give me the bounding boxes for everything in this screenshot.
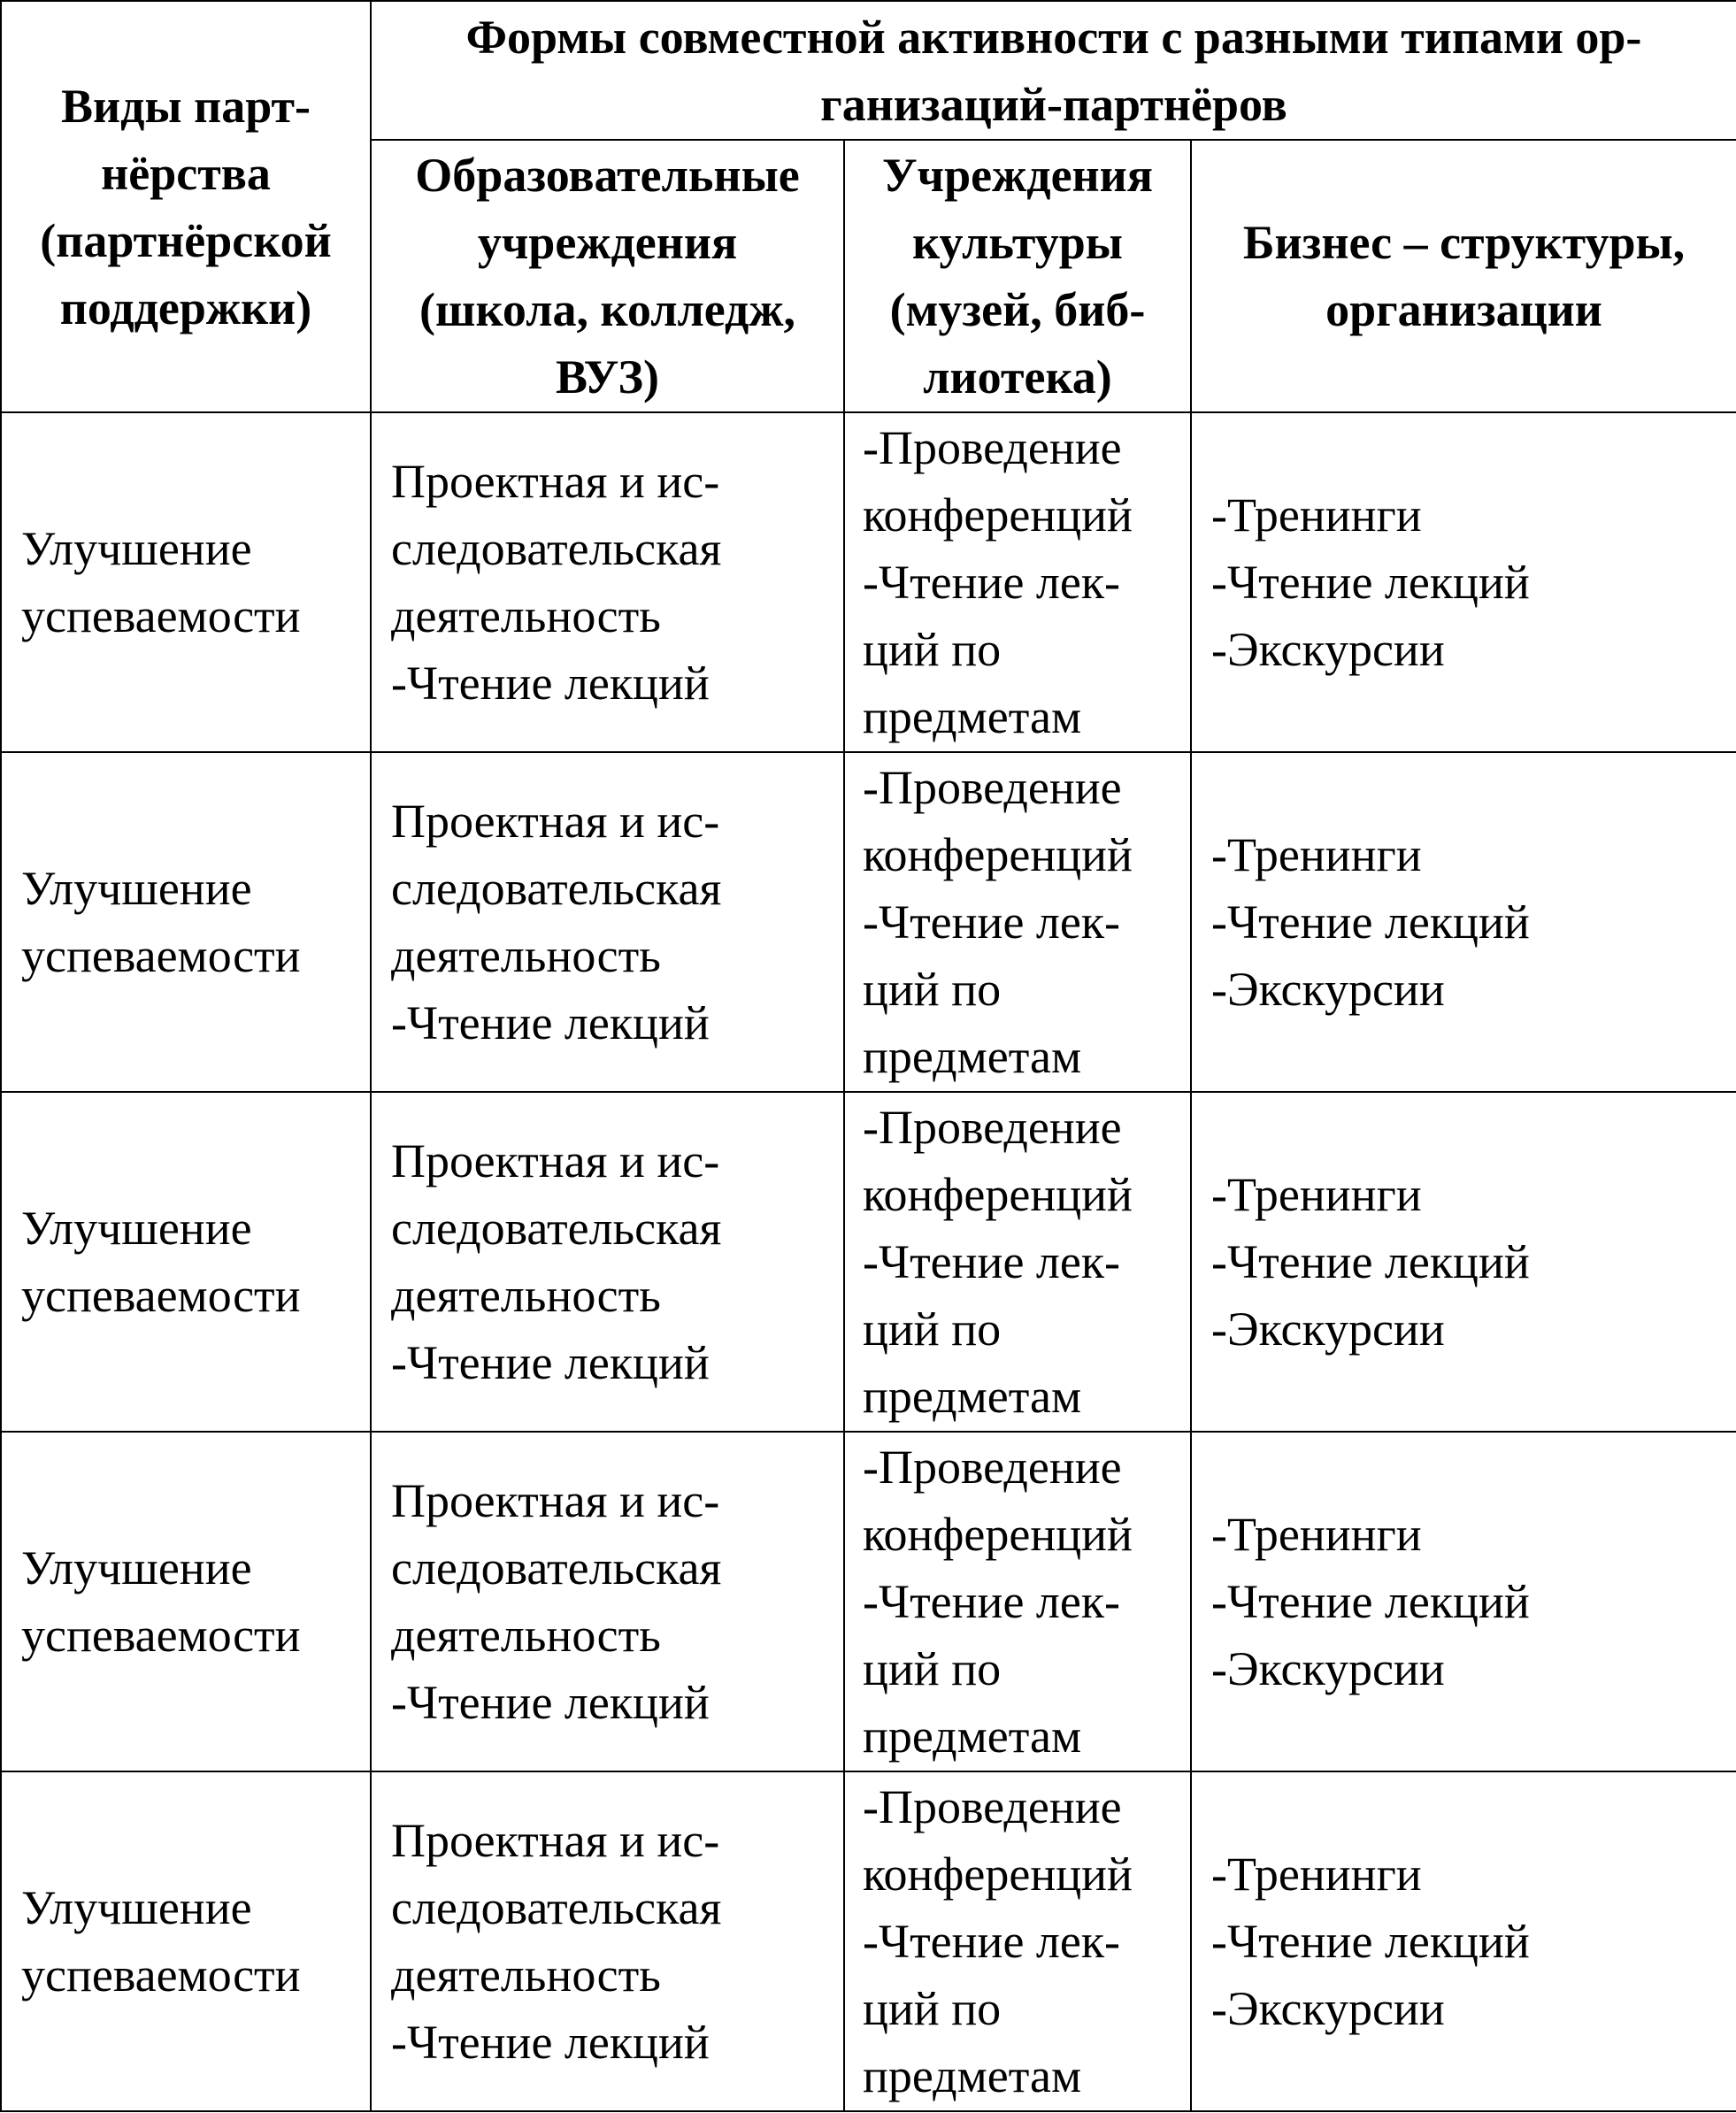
cell-line: Проектная и ис- bbox=[391, 1814, 720, 1867]
cell-line: Проектная и ис- bbox=[391, 455, 720, 508]
cell-line: успеваемости bbox=[21, 1948, 301, 2002]
cell-line: конференций bbox=[863, 1168, 1133, 1221]
cell-line: успеваемости bbox=[21, 1609, 301, 1662]
header-line: (партнёрской bbox=[40, 213, 332, 267]
table-row bbox=[1, 752, 1736, 1092]
cell-line: -Чтение лекций bbox=[391, 996, 710, 1049]
cell-line: -Чтение лек- bbox=[863, 1575, 1121, 1628]
cell-line: Улучшение bbox=[21, 1881, 252, 1934]
cell-line: конференций bbox=[863, 828, 1133, 881]
cell-line: следовательская bbox=[391, 522, 722, 575]
cell-line: ций по bbox=[863, 1642, 1002, 1695]
cell-partnership bbox=[1, 1432, 371, 1771]
cell-line: следовательская bbox=[391, 862, 722, 915]
cell-line: -Чтение лекций bbox=[1211, 895, 1530, 949]
cell-business bbox=[1191, 1092, 1736, 1432]
cell-education bbox=[371, 412, 844, 752]
cell-line: Улучшение bbox=[21, 522, 252, 575]
cell-education bbox=[371, 1771, 844, 2111]
header-line: поддержки) bbox=[59, 280, 312, 334]
cell-line: следовательская bbox=[391, 1541, 722, 1594]
header-row-group bbox=[1, 1, 1736, 140]
cell-line: -Экскурсии bbox=[1211, 1982, 1445, 2035]
header-business bbox=[1191, 140, 1736, 412]
cell-line: -Чтение лекций bbox=[391, 2016, 710, 2069]
header-line: культуры bbox=[912, 216, 1123, 269]
cell-line: -Чтение лекций bbox=[1211, 1575, 1530, 1628]
cell-line: -Проведение bbox=[863, 1780, 1122, 1833]
cell-line: ций по bbox=[863, 623, 1002, 676]
cell-line: -Чтение лекций bbox=[1211, 1235, 1530, 1288]
header-culture bbox=[844, 140, 1191, 412]
cell-line: Проектная и ис- bbox=[391, 1134, 720, 1187]
header-line: (школа, колледж, bbox=[419, 283, 796, 336]
cell-line: -Тренинги bbox=[1211, 1508, 1422, 1561]
cell-line: -Чтение лекций bbox=[391, 657, 710, 710]
cell-line: ций по bbox=[863, 1302, 1002, 1356]
cell-line: -Проведение bbox=[863, 761, 1122, 814]
header-line: нёрства bbox=[101, 146, 271, 200]
cell-line: -Тренинги bbox=[1211, 1168, 1422, 1221]
cell-line: -Чтение лек- bbox=[863, 556, 1121, 609]
cell-line: -Экскурсии bbox=[1211, 1302, 1445, 1356]
cell-line: деятельность bbox=[391, 929, 661, 982]
cell-partnership bbox=[1, 1771, 371, 2111]
cell-line: деятельность bbox=[391, 1948, 661, 2002]
cell-line: Улучшение bbox=[21, 1541, 252, 1594]
cell-culture bbox=[844, 1092, 1191, 1432]
cell-line: предметам bbox=[863, 690, 1082, 743]
header-activity-forms bbox=[371, 1, 1736, 140]
cell-education bbox=[371, 752, 844, 1092]
cell-line: ций по bbox=[863, 963, 1002, 1016]
table-row bbox=[1, 1432, 1736, 1771]
cell-line: Улучшение bbox=[21, 1202, 252, 1255]
cell-line: -Проведение bbox=[863, 1441, 1122, 1494]
cell-education bbox=[371, 1092, 844, 1432]
cell-line: конференций bbox=[863, 488, 1133, 542]
cell-line: -Тренинги bbox=[1211, 488, 1422, 542]
table-header bbox=[1, 1, 1736, 412]
cell-culture bbox=[844, 752, 1191, 1092]
cell-line: успеваемости bbox=[21, 589, 301, 642]
cell-line: следовательская bbox=[391, 1881, 722, 1934]
cell-business bbox=[1191, 752, 1736, 1092]
cell-line: -Чтение лек- bbox=[863, 1235, 1121, 1288]
cell-line: Улучшение bbox=[21, 862, 252, 915]
header-line: Образовательные bbox=[415, 149, 800, 202]
cell-line: следовательская bbox=[391, 1202, 722, 1255]
cell-line: деятельность bbox=[391, 1269, 661, 1322]
header-education bbox=[371, 140, 844, 412]
header-line: лиотека) bbox=[923, 350, 1112, 403]
cell-line: предметам bbox=[863, 1370, 1082, 1423]
header-line: Учреждения bbox=[882, 149, 1153, 202]
table-row bbox=[1, 1771, 1736, 2111]
header-line: Формы совместной активности с разными типами ор- bbox=[465, 10, 1642, 64]
cell-line: -Экскурсии bbox=[1211, 623, 1445, 676]
header-line: (музей, биб- bbox=[889, 283, 1146, 336]
table-row bbox=[1, 1092, 1736, 1432]
table-row bbox=[1, 412, 1736, 752]
cell-line: конференций bbox=[863, 1508, 1133, 1561]
cell-line: Проектная и ис- bbox=[391, 795, 720, 848]
cell-culture bbox=[844, 412, 1191, 752]
header-line: Виды парт- bbox=[60, 79, 311, 133]
cell-partnership bbox=[1, 1092, 371, 1432]
cell-business bbox=[1191, 1771, 1736, 2111]
header-line: организации bbox=[1325, 283, 1602, 336]
cell-line: деятельность bbox=[391, 1609, 661, 1662]
cell-line: деятельность bbox=[391, 589, 661, 642]
cell-line: -Тренинги bbox=[1211, 1848, 1422, 1901]
cell-education bbox=[371, 1432, 844, 1771]
cell-partnership bbox=[1, 752, 371, 1092]
cell-line: -Чтение лекций bbox=[391, 1676, 710, 1729]
header-line: ганизаций-партнёров bbox=[820, 77, 1287, 131]
cell-line: -Тренинги bbox=[1211, 828, 1422, 881]
header-line: Бизнес – структуры, bbox=[1242, 216, 1686, 269]
cell-line: -Проведение bbox=[863, 1101, 1122, 1154]
cell-line: конференций bbox=[863, 1848, 1133, 1901]
cell-line: успеваемости bbox=[21, 1269, 301, 1322]
cell-line: ций по bbox=[863, 1982, 1002, 2035]
cell-line: -Чтение лек- bbox=[863, 1915, 1121, 1968]
cell-line: -Чтение лекций bbox=[391, 1336, 710, 1389]
cell-business bbox=[1191, 412, 1736, 752]
header-line: ВУЗ) bbox=[555, 350, 660, 403]
cell-culture bbox=[844, 1432, 1191, 1771]
cell-line: предметам bbox=[863, 1710, 1082, 1763]
cell-line: -Чтение лекций bbox=[1211, 1915, 1530, 1968]
cell-partnership bbox=[1, 412, 371, 752]
header-partnership-types bbox=[1, 1, 371, 412]
cell-line: предметам bbox=[863, 2049, 1082, 2102]
cell-line: -Экскурсии bbox=[1211, 963, 1445, 1016]
cell-business bbox=[1191, 1432, 1736, 1771]
cell-line: предметам bbox=[863, 1030, 1082, 1083]
cell-line: Проектная и ис- bbox=[391, 1474, 720, 1527]
cell-line: -Чтение лекций bbox=[1211, 556, 1530, 609]
header-line: учреждения bbox=[477, 216, 738, 269]
cell-line: -Чтение лек- bbox=[863, 895, 1121, 949]
cell-line: успеваемости bbox=[21, 929, 301, 982]
table-body bbox=[1, 412, 1736, 2111]
cell-culture bbox=[844, 1771, 1191, 2111]
cell-line: -Экскурсии bbox=[1211, 1642, 1445, 1695]
cell-line: -Проведение bbox=[863, 421, 1122, 474]
